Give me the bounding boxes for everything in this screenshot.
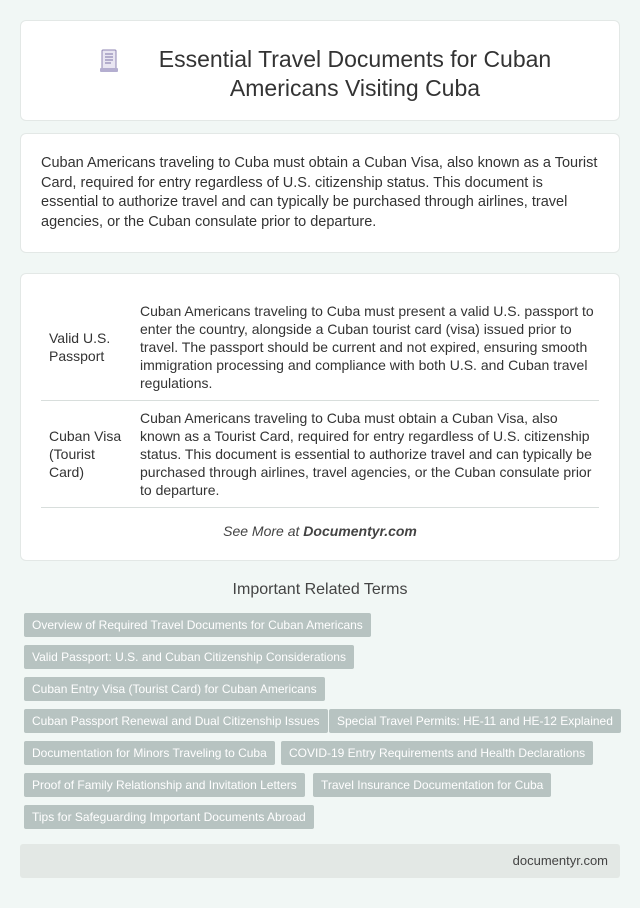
see-more-link[interactable] (21, 523, 619, 539)
documents-table (41, 294, 599, 508)
row-term: Cuban Visa (Tourist Card) (41, 401, 134, 508)
row-description: Cuban Americans traveling to Cuba must present a valid U.S. passport to enter the country, alongside a Cuban tourist card (visa) issued prior to travel. The passport should be current and not expired, ensuring smooth immigration processing and compliance with both U.S. and Cuban travel regulations. (134, 294, 599, 401)
footer-site[interactable]: documentyr.com (512, 853, 608, 868)
related-tag[interactable]: Tips for Safeguarding Important Documents Abroad (24, 805, 314, 829)
documents-table-card (20, 273, 620, 561)
related-tag[interactable]: Cuban Entry Visa (Tourist Card) for Cuban Americans (24, 677, 325, 701)
related-tag[interactable]: Valid Passport: U.S. and Cuban Citizenship Considerations (24, 645, 354, 669)
table-row (41, 294, 599, 401)
see-more-prefix: See More at (223, 523, 304, 539)
summary-text: Cuban Americans traveling to Cuba must obtain a Cuban Visa, also known as a Tourist Card, required for entry regardless of U.S. citizenship status. This document is essential to authorize travel and can typically be purchased through airlines, travel agencies, or the Cuban consulate prior to departure. (41, 155, 598, 230)
title-card (20, 20, 620, 121)
page-title: Essential Travel Documents for Cuban Americans Visiting Cuba (158, 46, 552, 101)
related-tag[interactable]: Documentation for Minors Traveling to Cuba (24, 741, 275, 765)
related-tag[interactable]: COVID-19 Entry Requirements and Health Declarations (281, 741, 593, 765)
related-tag[interactable]: Travel Insurance Documentation for Cuba (313, 773, 551, 797)
related-tag[interactable]: Special Travel Permits: HE-11 and HE-12 Explained (329, 709, 621, 733)
document-icon (99, 49, 119, 73)
see-more-site[interactable]: Documentyr.com (303, 523, 417, 539)
summary-card (20, 133, 620, 253)
related-tag[interactable]: Cuban Passport Renewal and Dual Citizenship Issues (24, 709, 328, 733)
table-row (41, 401, 599, 508)
row-description: Cuban Americans traveling to Cuba must obtain a Cuban Visa, also known as a Tourist Card, required for entry regardless of U.S. citizenship status. This document is essential to authorize travel and can typically be purchased through airlines, travel agencies, or the Cuban consulate prior to departure. (134, 401, 599, 508)
related-tag[interactable]: Overview of Required Travel Documents for Cuban Americans (24, 613, 371, 637)
related-tag[interactable]: Proof of Family Relationship and Invitation Letters (24, 773, 305, 797)
footer (20, 844, 620, 878)
related-terms-title: Important Related Terms (232, 581, 408, 598)
row-term: Valid U.S. Passport (41, 294, 134, 401)
